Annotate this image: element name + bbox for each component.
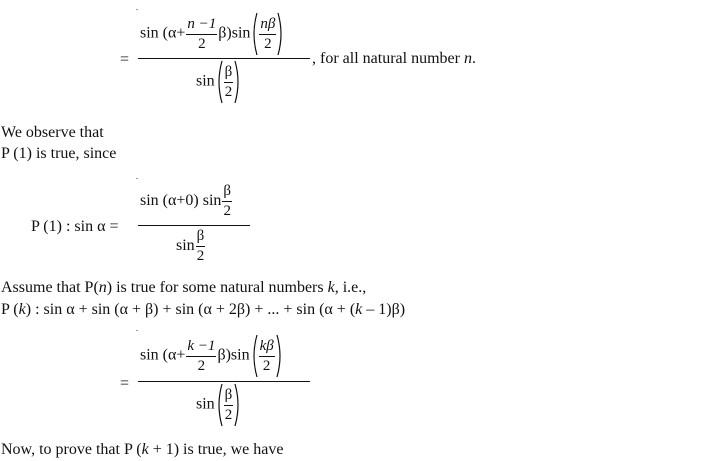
right-paren	[276, 334, 284, 378]
fraction-denominator: 2	[224, 406, 233, 423]
fraction-k-minus-1-over-2	[186, 339, 216, 374]
fraction-denominator: 2	[223, 203, 231, 219]
assume-variable-k: k	[327, 279, 335, 296]
denominator	[196, 383, 242, 427]
artifact-mark	[136, 330, 138, 331]
fraction-numerator: k −1	[187, 337, 216, 354]
fraction-denominator: 2	[197, 357, 206, 374]
fraction-beta-over-2	[224, 388, 234, 423]
fraction-numerator: n −1	[187, 15, 217, 32]
num-prefix: sin (α+	[140, 24, 186, 42]
fraction-denominator: 2	[196, 248, 205, 264]
denominator	[196, 60, 242, 104]
num-prefix: sin (α+	[140, 346, 186, 364]
fraction-numerator: β	[196, 228, 205, 244]
fraction-numerator: nβ	[260, 15, 276, 32]
left-paren	[250, 12, 258, 56]
fraction-k-beta-over-2	[259, 339, 275, 374]
pk-line	[1, 302, 405, 318]
fraction-n-minus-1-over-2	[186, 17, 217, 52]
suffix-end: .	[471, 50, 476, 67]
final-text-2: + 1) is true, we have	[148, 441, 284, 458]
equals-sign: =	[120, 375, 130, 392]
pk-variable-k: k	[18, 301, 26, 318]
artifact-mark	[136, 178, 138, 179]
fraction-bar	[196, 246, 206, 247]
fraction-bar	[224, 82, 234, 83]
fraction-bar	[186, 356, 216, 357]
fraction-numerator: β	[223, 183, 232, 199]
artifact-mark	[136, 9, 138, 10]
numerator	[140, 334, 284, 378]
equals-sign: =	[120, 51, 130, 68]
fraction-beta-over-2	[196, 229, 206, 264]
pk-text-3: – 1)β)	[362, 301, 406, 318]
p1-true-line: P (1) is true, since	[1, 145, 117, 162]
num-prefix: sin (α+0) sin	[140, 192, 222, 210]
assume-text-1: Assume that P(	[1, 279, 99, 296]
right-paren	[277, 12, 285, 56]
left-paren	[250, 334, 258, 378]
assume-variable-n: n	[98, 279, 107, 296]
final-line	[1, 442, 283, 458]
right-paren	[234, 383, 242, 427]
p1-lhs: P (1) : sin α =	[31, 218, 119, 235]
main-fraction-bar	[138, 58, 310, 59]
observe-line: We observe that	[1, 124, 104, 141]
fraction-numerator: kβ	[259, 337, 274, 354]
equation-suffix	[312, 51, 476, 67]
fraction-bar	[259, 356, 275, 357]
den-prefix: sin	[196, 72, 215, 90]
main-fraction-bar	[138, 225, 250, 226]
denominator	[176, 229, 206, 264]
num-middle: β)sin	[218, 24, 251, 42]
fraction-denominator: 2	[264, 35, 272, 52]
num-middle: β)sin	[217, 346, 250, 364]
pk-text-1: P (	[1, 301, 19, 318]
fraction-denominator: 2	[224, 83, 233, 100]
pk-text-2: ) : sin α + sin (α + β) + sin (α + 2β) + ... + sin (α + (	[25, 301, 356, 318]
assume-text-3: , i.e.,	[334, 279, 367, 296]
assume-text-2: ) is true for some natural numbers	[106, 279, 328, 296]
right-paren	[234, 60, 242, 104]
fraction-bar	[222, 201, 232, 202]
numerator	[140, 12, 285, 56]
fraction-denominator: 2	[198, 35, 206, 52]
suffix-variable: n	[463, 50, 472, 67]
den-prefix: sin	[196, 395, 215, 413]
final-text-1: Now, to prove that P (	[1, 441, 142, 458]
fraction-numerator: β	[224, 386, 233, 403]
fraction-bar	[224, 405, 234, 406]
main-fraction-bar	[138, 381, 310, 382]
numerator	[140, 184, 233, 219]
assume-line	[1, 280, 366, 296]
left-paren	[215, 60, 223, 104]
fraction-beta-over-2	[224, 65, 234, 100]
suffix-text: , for all natural number	[312, 50, 464, 67]
fraction-bar	[186, 34, 217, 35]
left-paren	[215, 383, 223, 427]
fraction-numerator: β	[224, 63, 233, 80]
fraction-denominator: 2	[262, 357, 271, 374]
fraction-n-beta-over-2	[259, 17, 276, 52]
pk-variable-k: k	[355, 301, 363, 318]
fraction-beta-over-2	[222, 184, 232, 219]
den-prefix: sin	[176, 237, 195, 255]
fraction-bar	[259, 34, 276, 35]
final-variable-k: k	[141, 441, 149, 458]
